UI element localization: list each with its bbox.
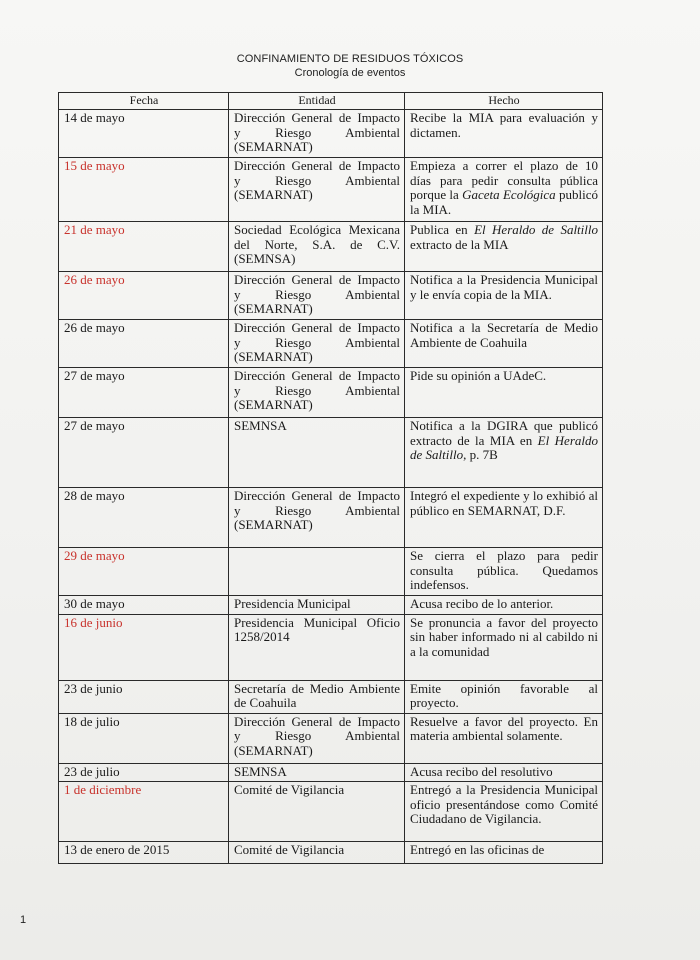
table-row: [59, 713, 603, 763]
fact-text: extracto de la MIA: [410, 236, 509, 252]
cell-hecho: Emite opinión favorable al proyecto.: [405, 680, 603, 713]
cell-fecha: 1 de diciembre: [59, 782, 229, 842]
cell-fecha: 27 de mayo: [59, 418, 229, 488]
italic-title: El Heraldo de Saltillo: [410, 432, 598, 462]
cell-entidad: Secretaría de Medio Ambiente de Coahuila: [229, 680, 405, 713]
cell-hecho: Notifica a la Secretaría de Medio Ambiente de Coahuila: [405, 320, 603, 368]
table-row: [59, 222, 603, 272]
cell-entidad: Dirección General de Impacto y Riesgo Ambiental (SEMARNAT): [229, 368, 405, 418]
cell-entidad: Comité de Vigilancia: [229, 782, 405, 842]
cell-fecha: 28 de mayo: [59, 488, 229, 548]
cell-entidad: SEMNSA: [229, 418, 405, 488]
cell-hecho: Acusa recibo del resolutivo: [405, 763, 603, 782]
cell-hecho: Notifica a la Presidencia Municipal y le envía copia de la MIA.: [405, 272, 603, 320]
cell-hecho: Se cierra el plazo para pedir consulta pública. Quedamos indefensos.: [405, 548, 603, 596]
table-row: [59, 488, 603, 548]
fact-text: Publica en: [410, 222, 475, 237]
table-row: [59, 548, 603, 596]
cell-hecho: Pide su opinión a UAdeC.: [405, 368, 603, 418]
document-header: [0, 52, 700, 80]
fact-text: Notifica a la DGIRA que publicó extracto de la MIA en: [410, 418, 598, 448]
italic-title: Gaceta Ecológica: [462, 187, 556, 202]
cell-hecho: Integró el expediente y lo exhibió al público en SEMARNAT, D.F.: [405, 488, 603, 548]
cell-fecha: 23 de junio: [59, 680, 229, 713]
cell-hecho: Acusa recibo de lo anterior.: [405, 596, 603, 615]
column-header-fecha: Fecha: [59, 93, 229, 110]
table-row: [59, 418, 603, 488]
chronology-table: [58, 92, 603, 864]
cell-fecha: 29 de mayo: [59, 548, 229, 596]
cell-hecho: Recibe la MIA para evaluación y dictamen.: [405, 110, 603, 158]
cell-fecha: 26 de mayo: [59, 320, 229, 368]
table-row: [59, 763, 603, 782]
document-subtitle: Cronología de eventos: [294, 67, 406, 79]
table-row: [59, 680, 603, 713]
cell-fecha: 27 de mayo: [59, 368, 229, 418]
column-header-hecho: Hecho: [405, 93, 603, 110]
cell-fecha: 15 de mayo: [59, 158, 229, 222]
cell-fecha: 23 de julio: [59, 763, 229, 782]
cell-hecho: [405, 158, 603, 222]
table-row: [59, 368, 603, 418]
cell-hecho: [405, 418, 603, 488]
cell-entidad: SEMNSA: [229, 763, 405, 782]
table-row: [59, 320, 603, 368]
table-row: [59, 110, 603, 158]
cell-entidad: [229, 548, 405, 596]
cell-entidad: Sociedad Ecológica Mexicana del Norte, S.A. de C.V. (SEMNSA): [229, 222, 405, 272]
document-title: CONFINAMIENTO DE RESIDUOS TÓXICOS: [236, 53, 464, 65]
fact-text: , p. 7B: [463, 447, 498, 462]
cell-entidad: Dirección General de Impacto y Riesgo Ambiental (SEMARNAT): [229, 320, 405, 368]
table-row: [59, 782, 603, 842]
cell-fecha: 30 de mayo: [59, 596, 229, 615]
table-header-row: [59, 93, 603, 110]
cell-entidad: Presidencia Municipal Oficio 1258/2014: [229, 614, 405, 680]
cell-fecha: 16 de junio: [59, 614, 229, 680]
cell-hecho: Entregó en las oficinas de: [405, 842, 603, 864]
column-header-entidad: Entidad: [229, 93, 405, 110]
cell-entidad: Dirección General de Impacto y Riesgo Ambiental (SEMARNAT): [229, 158, 405, 222]
cell-fecha: 13 de enero de 2015: [59, 842, 229, 864]
italic-title: El Heraldo de Saltillo: [474, 222, 598, 237]
table-row: [59, 272, 603, 320]
cell-fecha: 21 de mayo: [59, 222, 229, 272]
cell-entidad: Comité de Vigilancia: [229, 842, 405, 864]
cell-entidad: Presidencia Municipal: [229, 596, 405, 615]
table-row: [59, 842, 603, 864]
cell-entidad: Dirección General de Impacto y Riesgo Ambiental (SEMARNAT): [229, 488, 405, 548]
cell-entidad: Dirección General de Impacto y Riesgo Ambiental (SEMARNAT): [229, 713, 405, 763]
table-row: [59, 158, 603, 222]
cell-hecho: Entregó a la Presidencia Municipal oficio presentándose como Comité Ciudadano de Vigilancia.: [405, 782, 603, 842]
cell-hecho: [405, 222, 603, 272]
cell-fecha: 18 de julio: [59, 713, 229, 763]
cell-hecho: Resuelve a favor del proyecto. En materia ambiental solamente.: [405, 713, 603, 763]
page-number: 1: [20, 914, 27, 926]
cell-entidad: Dirección General de Impacto y Riesgo Ambiental (SEMARNAT): [229, 110, 405, 158]
fact-text: publicó la MIA.: [410, 187, 598, 217]
table-row: [59, 596, 603, 615]
cell-entidad: Dirección General de Impacto y Riesgo Ambiental (SEMARNAT): [229, 272, 405, 320]
table-row: [59, 614, 603, 680]
cell-fecha: 14 de mayo: [59, 110, 229, 158]
cell-fecha: 26 de mayo: [59, 272, 229, 320]
cell-hecho: Se pronuncia a favor del proyecto sin haber informado ni al cabildo ni a la comunidad: [405, 614, 603, 680]
fact-text: Empieza a correr el plazo de 10 días para pedir consulta pública porque la: [410, 158, 598, 202]
